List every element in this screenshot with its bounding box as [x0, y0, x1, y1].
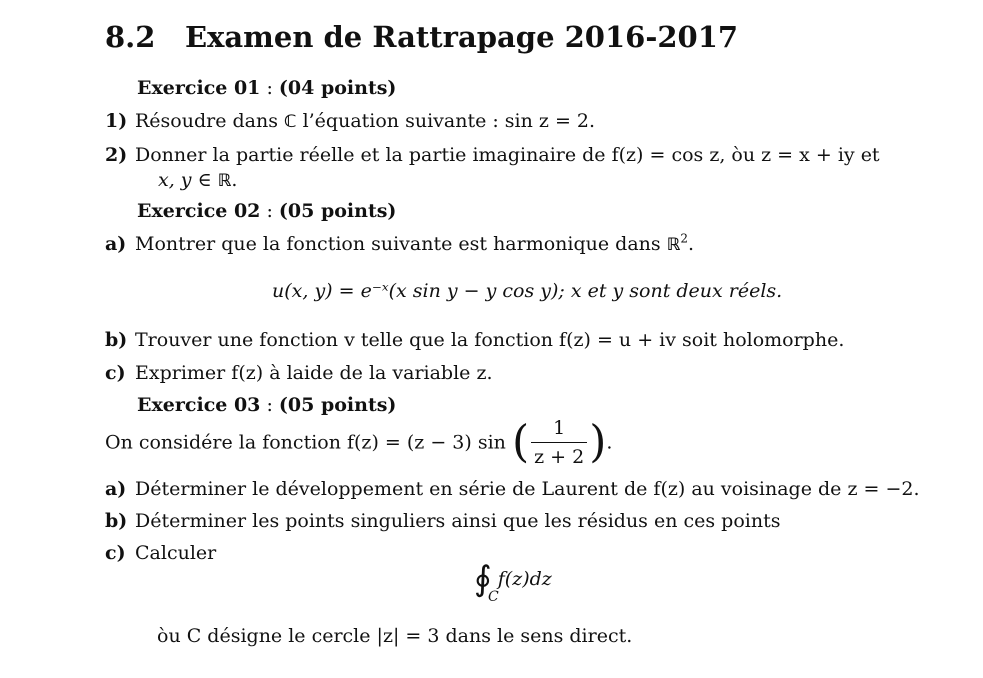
ex1-question-2-cont — [158, 168, 237, 193]
ex2-question-b — [105, 328, 844, 352]
ex1-q1-text-end: l’équation suivante : sin z = 2. — [302, 110, 596, 132]
ex3-qa-label: a) — [105, 478, 127, 500]
ex1-q2-text-cont: x, y ∈ — [158, 169, 212, 191]
ex3-integral — [474, 559, 552, 605]
ex3-qc-text: Calculer — [135, 542, 217, 564]
ex3-qc-label: c) — [105, 542, 126, 564]
left-paren: ( — [511, 416, 530, 468]
ex2-qc-text: Exprimer f(z) à laide de la variable z. — [135, 362, 493, 384]
integral-subscript: C — [488, 589, 499, 605]
fraction-denominator: z + 2 — [534, 446, 585, 468]
integral-integrand: f(z)dz — [497, 568, 552, 590]
ex3-intro-text: On considére la fonction f(z) = (z − 3) sin — [105, 431, 506, 454]
ex2-equation-text: u(x, y) = e⁻ˣ(x sin y − y cos y); x et y sont deux réels. — [272, 280, 783, 302]
ex1-q2-label: 2) — [105, 144, 128, 166]
ex1-question-2 — [105, 143, 880, 167]
exercise-2-points: (05 points) — [278, 200, 397, 222]
ex2-question-a — [105, 232, 694, 257]
section-title-text: Examen de Rattrapage 2016-2017 — [185, 20, 739, 54]
ex1-q1-label: 1) — [105, 110, 128, 132]
exercise-2-title: Exercice 02 — [137, 200, 261, 222]
ex3-note — [157, 624, 632, 648]
ex2-qb-label: b) — [105, 329, 128, 351]
ex1-q1-text: Résoudre dans — [135, 110, 278, 132]
ex2-qa-text: Montrer que la fonction suivante est harmonique dans — [135, 233, 661, 255]
exercise-1-points: (04 points) — [278, 77, 397, 99]
ex1-question-1 — [105, 109, 595, 134]
ex3-fraction — [531, 416, 587, 469]
ex2-qb-text: Trouver une fonction v telle que la fonction f(z) = u + iv soit holomorphe. — [135, 329, 845, 351]
complex-set-symbol: ℂ — [284, 112, 297, 132]
right-paren: ) — [589, 416, 607, 468]
exercise-2-header: Exercice 02 : (05 points) — [137, 200, 397, 222]
ex3-intro — [105, 416, 612, 469]
exercise-3-title: Exercice 03 — [137, 394, 261, 416]
ex1-q2-text: Donner la partie réelle et la partie imaginaire de f(z) = cos z, òu z = x + iy et — [135, 144, 880, 166]
ex3-question-b — [105, 509, 780, 533]
contour-integral-symbol: ∮ C — [474, 559, 492, 599]
exercise-1-title: Exercice 01 — [137, 77, 261, 99]
ex2-qc-label: c) — [105, 362, 126, 384]
exercise-1-header: Exercice 01 : (04 points) — [137, 77, 397, 99]
ex3-question-c — [105, 541, 216, 565]
ex2-question-c — [105, 361, 493, 385]
ex3-qa-text: Déterminer le développement en série de Laurent de f(z) au voisinage de z = −2. — [135, 478, 920, 500]
ex2-qa-label: a) — [105, 233, 127, 255]
real-set-symbol: ℝ — [666, 235, 681, 255]
ex3-qb-text: Déterminer les points singuliers ainsi que les résidus en ces points — [135, 510, 781, 532]
ex2-qa-exponent: 2 — [680, 231, 688, 246]
ex3-note-text: òu C désigne le cercle |z| = 3 dans le sens direct. — [157, 625, 633, 647]
section-number: 8.2 — [105, 20, 156, 54]
ex1-q2-end: . — [231, 169, 238, 191]
fraction-numerator: 1 — [531, 416, 587, 443]
exercise-3-header: Exercice 03 : (05 points) — [137, 394, 397, 416]
exercise-3-points: (05 points) — [278, 394, 397, 416]
real-set-symbol: ℝ — [217, 171, 232, 191]
ex2-qa-end: . — [687, 233, 695, 255]
ex2-equation — [272, 279, 782, 303]
ex3-intro-end: . — [606, 431, 613, 454]
ex3-question-a — [105, 477, 920, 501]
section-title — [105, 20, 738, 54]
ex3-qb-label: b) — [105, 510, 128, 532]
